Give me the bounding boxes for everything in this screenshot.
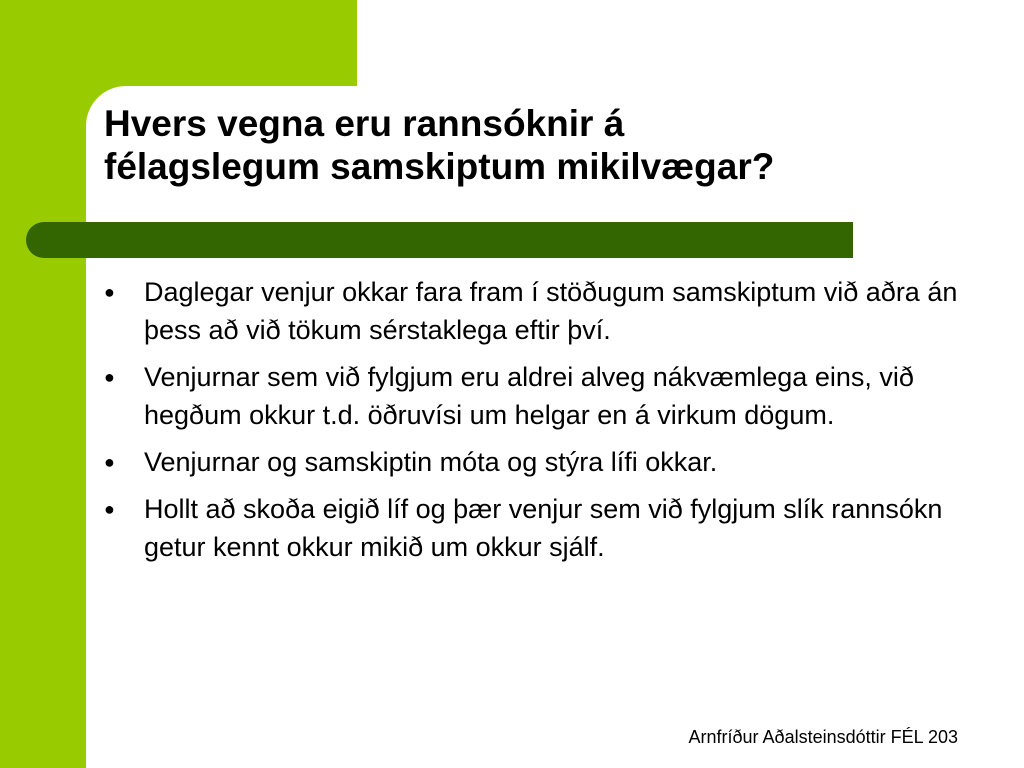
- slide-title-line-1: Hvers vegna eru rannsóknir á: [104, 103, 625, 144]
- slide-title-line-2: félagslegum samskiptum mikilvægar?: [104, 146, 775, 187]
- title-divider-bar: [26, 222, 853, 258]
- bullet-icon: ●: [104, 282, 115, 302]
- bullet-list: [104, 273, 964, 575]
- bullet-item: [104, 358, 964, 434]
- bullet-text: Hollt að skoða eigið líf og þær venjur sem við fylgjum slík rannsókn getur kennt okkur mikið um okkur sjálf.: [144, 494, 943, 562]
- bullet-item: [104, 490, 964, 566]
- bullet-icon: ●: [104, 367, 115, 387]
- bullet-icon: ●: [104, 452, 115, 472]
- bullet-text: Venjurnar og samskiptin móta og stýra lífi okkar.: [144, 447, 718, 477]
- bullet-icon: ●: [104, 499, 115, 519]
- bullet-text: Daglegar venjur okkar fara fram í stöðugum samskiptum við aðra án þess að við tökum sérstaklega eftir því.: [144, 277, 958, 345]
- bullet-text: Venjurnar sem við fylgjum eru aldrei alveg nákvæmlega eins, við hegðum okkur t.d. öðruvísi um helgar en á virkum dögum.: [144, 362, 914, 430]
- bullet-item: [104, 443, 964, 481]
- slide-footer: Arnfríður Aðalsteinsdóttir FÉL 203: [688, 727, 958, 747]
- slide-title: [104, 102, 984, 188]
- bullet-item: [104, 273, 964, 349]
